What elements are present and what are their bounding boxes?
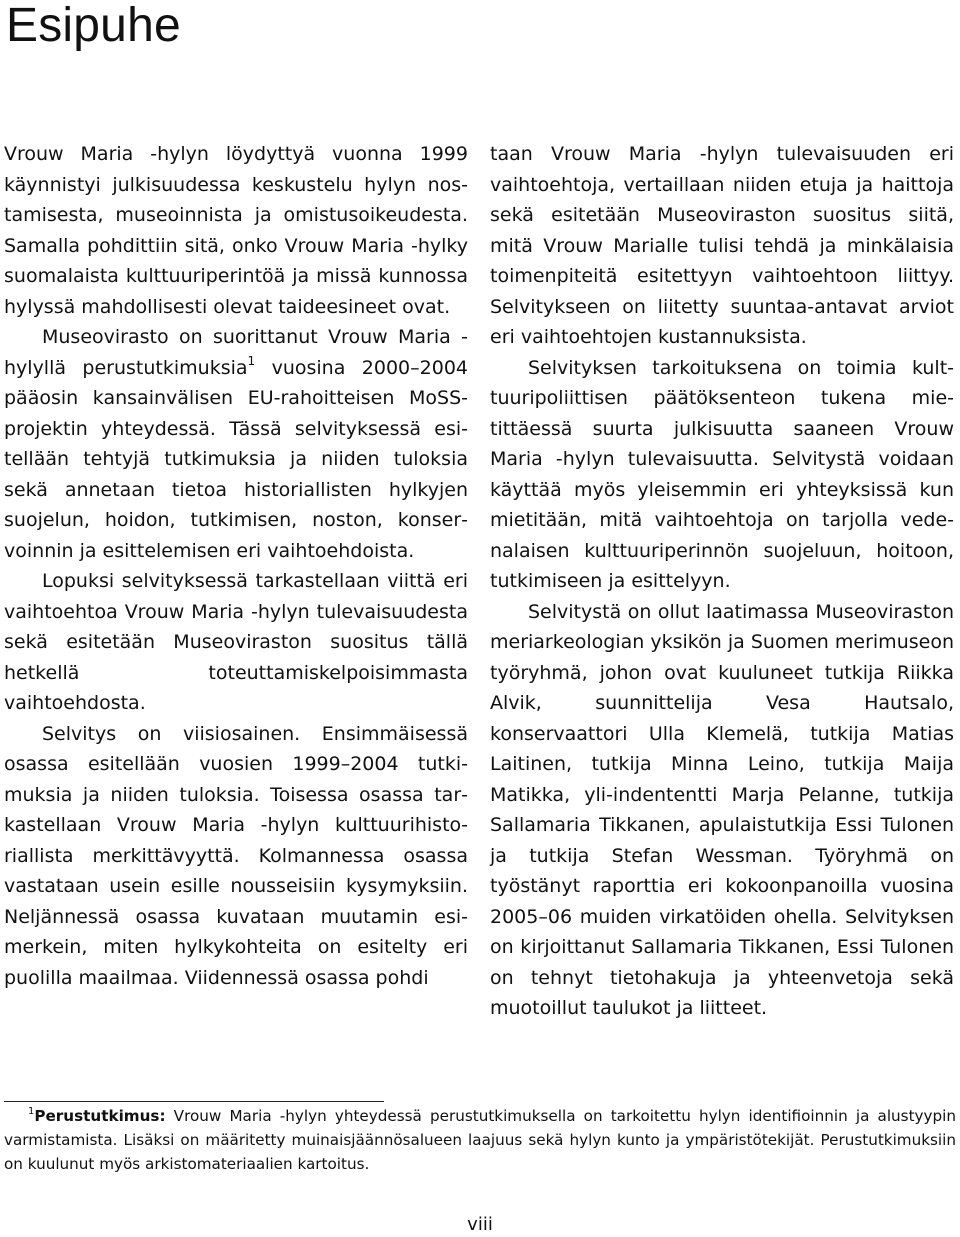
paragraph-purpose: Selvityksen tarkoituksena on toimia kulttuuripoliittisen päätöksenteon tukena mietittäessä suurta julkisuutta saaneen Vrouw Maria -hylyn tulevaisuutta. Selvitystä voidaan käyttää myös yleisemmin eri yhteyksissä kun mietitään, mitä vaihtoehtoja on tarjolla vedenalaisen kulttuuriperinnön suojeluun, hoitoon, tutkimiseen ja esittelyyn. xyxy=(490,356,954,592)
paragraph-structure-continued: taan Vrouw Maria -hylyn tulevaisuuden eri vaihtoehtoja, vertaillaan niiden etuja ja haittoja sekä esitetään Museoviraston suositus siitä, mitä Vrouw Marialle tulisi tehdä ja minkälaisia toimenpiteitä esitettyyn vaihtoehtoon liittyy. Selvitykseen on liitetty suuntaa-antavat arviot eri vaihtoehtojen kustannuksista. xyxy=(490,143,954,348)
footnote-reference: 1 xyxy=(247,353,256,368)
left-column xyxy=(4,139,468,993)
paragraph-intro: Vrouw Maria -hylyn löydyttyä vuonna 1999 käynnistyi julkisuudessa keskustelu hylyn nostamisesta, museoinnista ja omistusoikeudesta. Samalla pohdittiin sitä, onko Vrouw Maria -hylky suomalaista kulttuuriperintöä ja missä kunnossa hylyssä mahdollisesti olevat taideesineet ovat. xyxy=(4,143,468,318)
footnote-marker: 1 xyxy=(28,1106,35,1117)
paragraph-research-text-2: vuosina 2000–2004 pääosin kansainvälisen EU-rahoitteisen MoSS-projektin yhteydessä. Tässä selvityksessä esitellään tehtyjä tutkimuksia ja niiden tuloksia sekä annetaan tietoa historiallisten hylkyjen suojelun, hoidon, tutkimisen, noston, konservoinnin ja esittelemisen eri vaihtoehdoista. xyxy=(4,356,468,562)
paragraph-structure: Selvitys on viisiosainen. Ensimmäisessä osassa esitellään vuosien 1999–2004 tutkimuksia ja niiden tuloksia. Toisessa osassa tarkastellaan Vrouw Maria -hylyn kulttuurihistoriallista merkittävyyttä. Kolmannessa osassa vastataan usein esille nousseisiin kysymyksiin. Neljännessä osassa kuvataan muutamin esimerkein, miten hylkykohteita on esitelty eri puolilla maailmaa. Viidennessä osassa pohdi xyxy=(4,722,468,989)
footnote-term: Perustutkimus: xyxy=(34,1107,166,1125)
footnote xyxy=(4,1104,956,1176)
right-column xyxy=(490,139,954,1024)
page-number: viii xyxy=(467,1214,493,1235)
footnote-paragraph xyxy=(4,1104,956,1176)
footnote-text: Vrouw Maria -hylyn yhteydessä perustutkimuksella on tarkoitettu hylyn identifioinnin ja alustyypin varmistamista. Lisäksi on määritetty muinaisjäännösalueen laajuus sekä hylyn kunto ja ympäristötekijät. Perustutkimuksiin on kuulunut myös arkistomateriaalien kartoitus. xyxy=(4,1107,956,1173)
footnote-divider xyxy=(4,1101,384,1102)
paragraph-authors: Selvitystä on ollut laatimassa Museoviraston meriarkeologian yksikön ja Suomen merimuseon työryhmä, johon ovat kuuluneet tutkija Riikka Alvik, suunnittelija Vesa Hautsalo, konservaattori Ulla Klemelä, tutkija Matias Laitinen, tutkija Minna Leino, tutkija Maija Matikka, yli-indententti Marja Pelanne, tutkija Sallamaria Tikkanen, apulaistutkija Essi Tulonen ja tutkija Stefan Wessman. Työryhmä on työstänyt raporttia eri kokoonpanoilla vuosina 2005–06 muiden virkatöiden ohella. Selvityksen on kirjoittanut Sallamaria Tikkanen, Essi Tulonen on tehnyt tietohakuja ja yhteenvetoja sekä muotoillut taulukot ja liitteet. xyxy=(490,600,954,1019)
paragraph-research-text-1: Museovirasto on suorittanut Vrouw Maria -hylyllä perustutkimuksia xyxy=(4,326,468,379)
page-title: Esipuhe xyxy=(6,0,181,52)
paragraph-alternatives: Lopuksi selvityksessä tarkastellaan viittä eri vaihtoehtoa Vrouw Maria -hylyn tulevaisuudesta sekä esitetään Museoviraston suositus tällä hetkellä toteuttamiskelpoisimmasta vaihtoehdosta. xyxy=(4,570,468,714)
paragraph-research xyxy=(4,322,468,566)
